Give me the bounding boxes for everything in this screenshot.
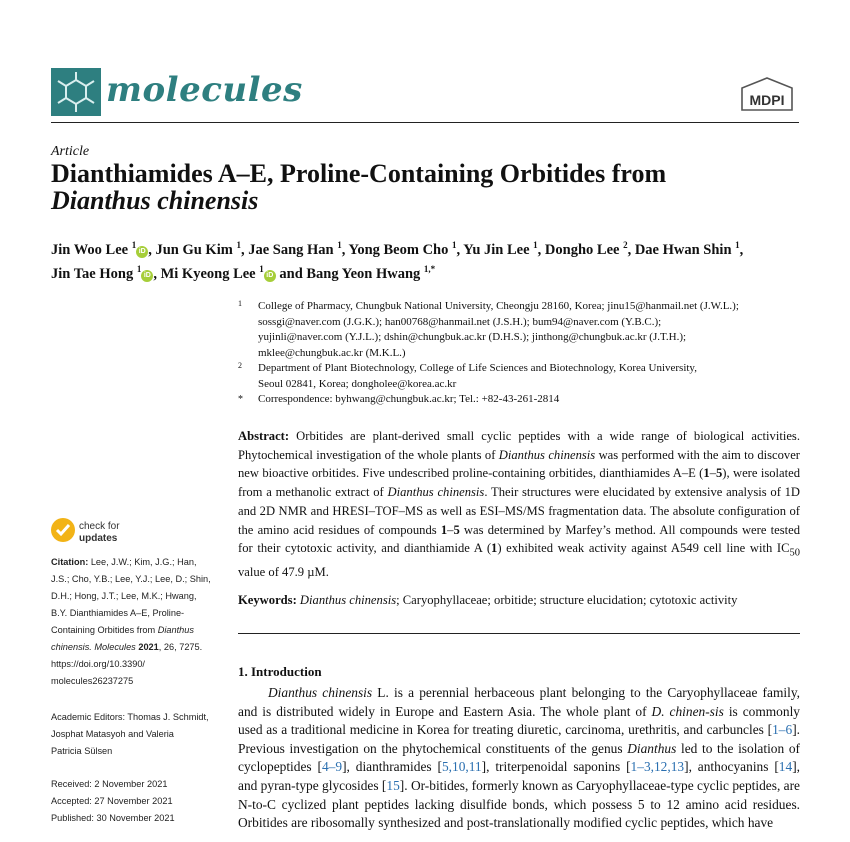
academic-editors: Academic Editors: Thomas J. Schmidt, Josphat Matasyoh and Valeria Patricia Sülsen bbox=[51, 712, 209, 756]
reference-link[interactable]: 14 bbox=[778, 759, 793, 775]
orcid-icon[interactable]: iD bbox=[264, 270, 276, 282]
section-heading: 1. Introduction bbox=[238, 664, 322, 679]
reference-link[interactable]: 4–9 bbox=[321, 759, 343, 775]
author[interactable]: Jun Gu Kim $^1$ bbox=[155, 240, 241, 258]
introduction-text: Dianthus chinensis L. is a perennial herbaceous plant belonging to the Caryophyllaceae family, and is distributed widely in Europe and Eastern Asia. The whole plant of D. chinen-sis is commonly used as a traditional medicine in Korea for treating diuretic, carcinoma, urethritis, and carbuncles [1–6]. Previous investigation on the phytochemical constituents of the genus Dianthus led to the isolation of cyclopeptides [4–9], dianthramides [5,10,11], triterpenoidal saponins [1–3,12,13], anthocyanins [14], and pyran-type glycosides [15]. Or-bitides, formerly known as Caryophyllaceae-type cyclic peptides, are N-to-C cyclized plant peptides lacking disulfide bonds, which possess 5 to 12 amino acid residues. Orbitides are ribosomally synthesized and post-translationally modified cyclic peptides, which have bbox=[238, 685, 800, 831]
article-title bbox=[51, 160, 791, 214]
doi-link[interactable]: https://doi.org/10.3390/ bbox=[51, 659, 145, 669]
article-type: Article bbox=[51, 144, 90, 159]
reference-link[interactable]: 1–6 bbox=[772, 722, 793, 738]
correspondence: * Correspondence: byhwang@chungbuk.ac.kr; Tel.: +82-43-261-2814 bbox=[238, 393, 560, 405]
doi-link[interactable]: molecules26237275 bbox=[51, 676, 134, 686]
check-updates-label[interactable]: check for bbox=[79, 521, 120, 532]
author[interactable]: Bang Yeon Hwang $^{1,*}$ bbox=[306, 263, 436, 282]
affiliation-2: 2 Department of Plant Biotechnology, College of Life Sciences and Biotechnology, Korea University, Seoul 02841, Korea; dongholee@korea.ac.kr bbox=[238, 361, 697, 390]
orcid-icon[interactable]: iD bbox=[136, 246, 148, 258]
publication-dates bbox=[51, 776, 223, 827]
author[interactable]: Yu Jin Lee $^1$ bbox=[463, 240, 538, 258]
molecule-icon bbox=[51, 68, 101, 116]
journal-name: molecules bbox=[106, 70, 303, 110]
author[interactable]: Dongho Lee $^2$ bbox=[544, 240, 628, 258]
section-divider bbox=[238, 633, 800, 634]
citation: Citation: Lee, J.W.; Kim, J.G.; Han, J.S.; Cho, Y.B.; Lee, Y.J.; Lee, D.; Shin, D.H.; Hong, J.T.; Lee, M.K.; Hwang, B.Y. Dianthiamides A–E, Proline- Containing Orbitides from Dianthus chinensis. Molecules 2021, 26, 7275. https://doi.org/10.3390/ molecules26237275 bbox=[51, 554, 223, 690]
publisher-name: MDPI bbox=[749, 92, 785, 108]
publisher-logo bbox=[738, 76, 796, 114]
orcid-icon[interactable]: iD bbox=[141, 270, 153, 282]
check-updates-label-bold[interactable]: updates bbox=[79, 533, 118, 544]
reference-link[interactable]: 1–3,12,13 bbox=[630, 759, 685, 775]
author[interactable]: Dae Hwan Shin $^1$ bbox=[634, 240, 740, 258]
check-for-updates-icon[interactable] bbox=[51, 518, 75, 542]
keywords: Keywords: Dianthus chinensis; Caryophyllaceae; orbitide; structure elucidation; cytotoxic activity bbox=[238, 593, 738, 607]
journal-logo bbox=[51, 68, 101, 116]
author[interactable]: Jin Woo Lee $^1$iD bbox=[51, 242, 148, 258]
received-date: Received: 2 November 2021 bbox=[51, 779, 168, 789]
header-divider bbox=[51, 122, 799, 123]
reference-link[interactable]: 15 bbox=[386, 777, 400, 793]
affiliation-1: 1 College of Pharmacy, Chungbuk National University, Cheongju 28160, Korea; jinu15@hanmail.net (J.W.L.); sossgi@naver.com (J.G.K.); han00768@hanmail.net (J.S.H.); bum94@naver.com (Y.B.C.); yujinli@naver.com (Y.J.L.); dshin@chungbuk.ac.kr (D.H.S.); jinthong@chungbuk.ac.kr (J.T.H.); mklee@chungbuk.ac.kr (M.K.L.) bbox=[238, 299, 739, 359]
affiliations bbox=[238, 299, 800, 408]
author[interactable]: Jin Tae Hong $^1$iD bbox=[51, 266, 153, 282]
published-date: Published: 30 November 2021 bbox=[51, 813, 175, 823]
abstract: Abstract: Orbitides are plant-derived small cyclic peptides with a wide range of biological activities. Phytochemical investigation of the whole plants of Dianthus chinensis was performed with the aim to discover new bioactive orbitides. Five undescribed proline-containing orbitides, dianthiamides A–E (1–5), were isolated from a methanolic extract of Dianthus chinensis. Their structures were elucidated by extensive analysis of 1D and 2D NMR and HRESI–TOF–MS as well as ESI–MS/MS fragmentation data. The absolute configuration of the amino acid residues of compounds 1–5 was determined by Marfey’s method. All compounds were tested for their cytotoxic activity, and dianthiamide A (1) exhibited weak activity against A549 cell line with $IC_{50}$ value of 47.9 µM. bbox=[238, 429, 801, 580]
reference-link[interactable]: 5,10,11 bbox=[441, 759, 482, 775]
author[interactable]: Jae Sang Han $^1$ bbox=[248, 240, 342, 258]
author-list: Jin Woo Lee $^1$iD , Jun Gu Kim $^1$, Jae Sang Han $^1$, Yong Beom Cho $^1$, Yu Jin Lee $^1$, Dongho Lee $^2$, Dae Hwan Shin $^1$, Jin Tae Hong $^1$iD , Mi Kyeong Lee $^1$iD and Bang Yeon Hwang $^{1,*}$ bbox=[51, 240, 744, 282]
title-line-2: Dianthus chinensis bbox=[51, 186, 259, 215]
title-line-1: Dianthiamides A–E, Proline-Containing Orbitides from bbox=[51, 159, 667, 188]
accepted-date: Accepted: 27 November 2021 bbox=[51, 796, 173, 806]
author[interactable]: Mi Kyeong Lee $^1$iD bbox=[161, 266, 276, 282]
author[interactable]: Yong Beom Cho $^1$ bbox=[348, 240, 457, 258]
